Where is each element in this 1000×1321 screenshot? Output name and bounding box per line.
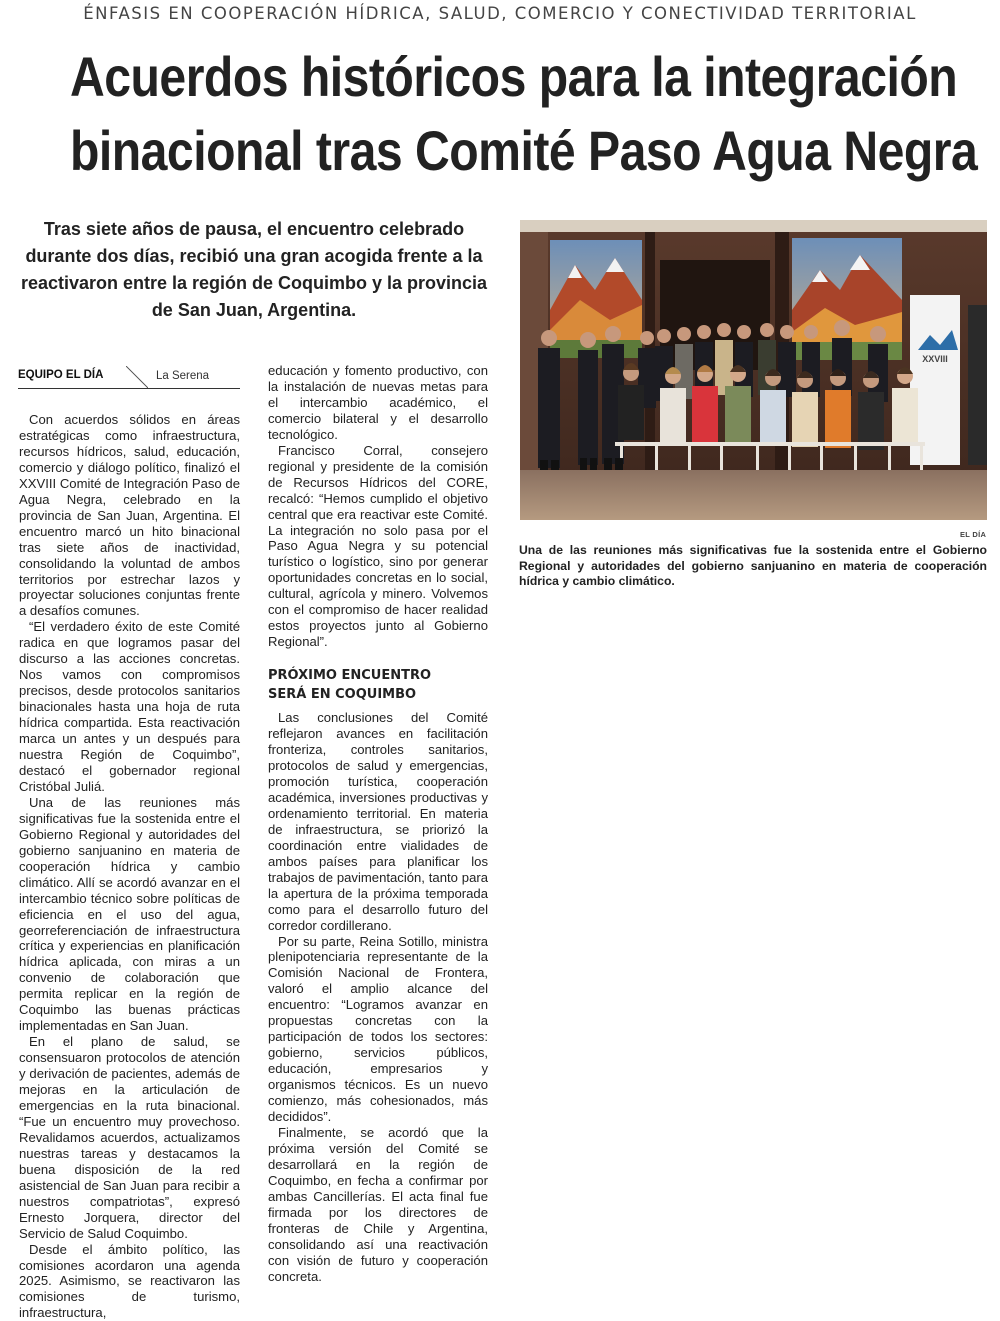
byline-place: La Serena	[156, 370, 210, 382]
byline-divider	[126, 366, 148, 388]
article-column-2	[268, 363, 488, 1284]
headline-line-2: binacional tras Comité Paso Agua Negra	[70, 119, 978, 182]
subhead-line-2: SERÁ EN COQUIMBO	[268, 687, 417, 703]
kicker: ÉNFASIS EN COOPERACIÓN HÍDRICA, SALUD, COMERCIO Y CONECTIVIDAD TERRITORIAL	[83, 4, 917, 23]
group-photo	[520, 220, 987, 520]
paragraph: Desde el ámbito político, las comisiones acordaron una agenda 2025. Asimismo, se reactivaron las comisiones de turismo, infraestructura,	[19, 1241, 240, 1321]
paragraph: Francisco Corral, consejero regional y presidente de la comisión de Recursos Hídricos del CORE, recalcó: “Hemos cumplido el objetivo central que era reactivar este Comité. La integración no solo pasa por el Paso Agua Negra y su potencial turístico o logístico, sino por generar oportunidades concretas en lo social, cultural, agrícola y minero. Volvemos con el compromiso de hacer realidad estos proyectos junto al Gobierno Regional”.	[268, 442, 488, 650]
headline-line-1: Acuerdos históricos para la integración	[70, 45, 958, 108]
byline-author: EQUIPO EL DÍA	[18, 369, 104, 381]
paragraph: Finalmente, se acordó que la próxima versión del Comité se desarrollará en la región de Coquimbo, en fecha a confirmar por ambas Cancillerías. El acta final fue firmada por los directores de fronteras de Chile y Argentina, consolidando así una reactivación con visión de futuro y cooperación concreta.	[268, 1124, 488, 1284]
paragraph: Por su parte, Reina Sotillo, ministra plenipotenciaria representante de la Comisión Nacional de Frontera, valoró el amplio alcance del encuentro: “Logramos avanzar en propuestas concretas con la participación de todos los sectores: gobierno, servicios públicos, educación, empresarios y organismos técnicos. Es un nuevo comienzo, más cohesionados, más decididos”.	[268, 933, 488, 1124]
photo-credit: EL DÍA	[960, 530, 987, 539]
paragraph: “El verdadero éxito de este Comité radica en que logramos pasar del discurso a las acciones concretas. Nos vamos con compromisos precisos, desde protocolos sanitarios binacionales hasta una hoja de ruta hídrica compartida. Esta reactivación marca un antes y un después para nuestra Región de Coquimbo”, destacó el gobernador regional Cristóbal Juliá.	[19, 619, 240, 794]
paragraph: En el plano de salud, se consensuaron protocolos de atención y derivación de pacientes, además de mejoras en la articulación de emergencias en la ruta binacional. “Fue un encuentro muy provechoso. Revalidamos acuerdos, actualizamos nuestras tareas y destacamos la buena disposición de la red asistencial de San Juan para recibir a nuestros compatriotas”, expresó Ernesto Jorquera, director del Servicio de Salud Coquimbo.	[19, 1034, 240, 1241]
lead-paragraph: Tras siete años de pausa, el encuentro celebrado durante dos días, recibió una gran acogida frente a la reactivaron entre la región de Coquimbo y la provincia de San Juan, Argentina.	[20, 219, 488, 320]
article-column-1	[19, 412, 240, 1321]
paragraph: Con acuerdos sólidos en áreas estratégicas como infraestructura, recursos hídricos, salud, educación, comercio y diálogo político, finalizó el XXVIII Comité de Integración Paso de Agua Negra, celebrado en la provincia de San Juan, Argentina. El encuentro marcó un hito binacional tras siete años de inactividad, consolidando la voluntad de ambos territorios por estrechar lazos y proyectar soluciones conjuntas frente a desafíos comunes.	[19, 412, 240, 619]
section-subhead	[268, 666, 488, 704]
photo-caption: Una de las reuniones más significativas fue la sostenida entre el Gobierno Regional y autoridades del gobierno sanjuanino en materia de cooperación hídrica y cambio climático.	[519, 543, 987, 588]
banner-label: XXVIII	[922, 354, 948, 364]
byline	[18, 366, 240, 389]
subhead-line-1: PRÓXIMO ENCUENTRO	[268, 668, 432, 684]
paragraph: Una de las reuniones más significativas fue la sostenida entre el Gobierno Regional y autoridades del gobierno sanjuanino en materia de cooperación hídrica y cambio climático. Allí se acordó avanzar en el intercambio técnico sobre políticas de eficiencia en el uso del agua, georreferenciación de infraestructura crítica y experiencias en planificación hídrica aplicada, con miras a un convenio de colaboración que permita replicar en la región de Coquimbo las buenas prácticas implementadas en San Juan.	[19, 794, 240, 1034]
paragraph: Las conclusiones del Comité reflejaron avances en facilitación fronteriza, controles sanitarios, protocolos de salud y emergencias, promoción turística, cooperación académica, inversiones productivas y ordenamiento territorial. En materia de infraestructura, se priorizó la coordinación entre vialidades de ambos países para planificar los trabajos de pavimentación, tanto para la apertura de la próxima temporada como para el desarrollo futuro del corredor cordillerano.	[268, 710, 488, 933]
group-photo-illustration	[520, 220, 987, 520]
paragraph: educación y fomento productivo, con la instalación de nuevas metas para el intercambio académico, el comercio bilateral y el desarrollo tecnológico.	[268, 363, 488, 442]
headline	[70, 40, 978, 188]
